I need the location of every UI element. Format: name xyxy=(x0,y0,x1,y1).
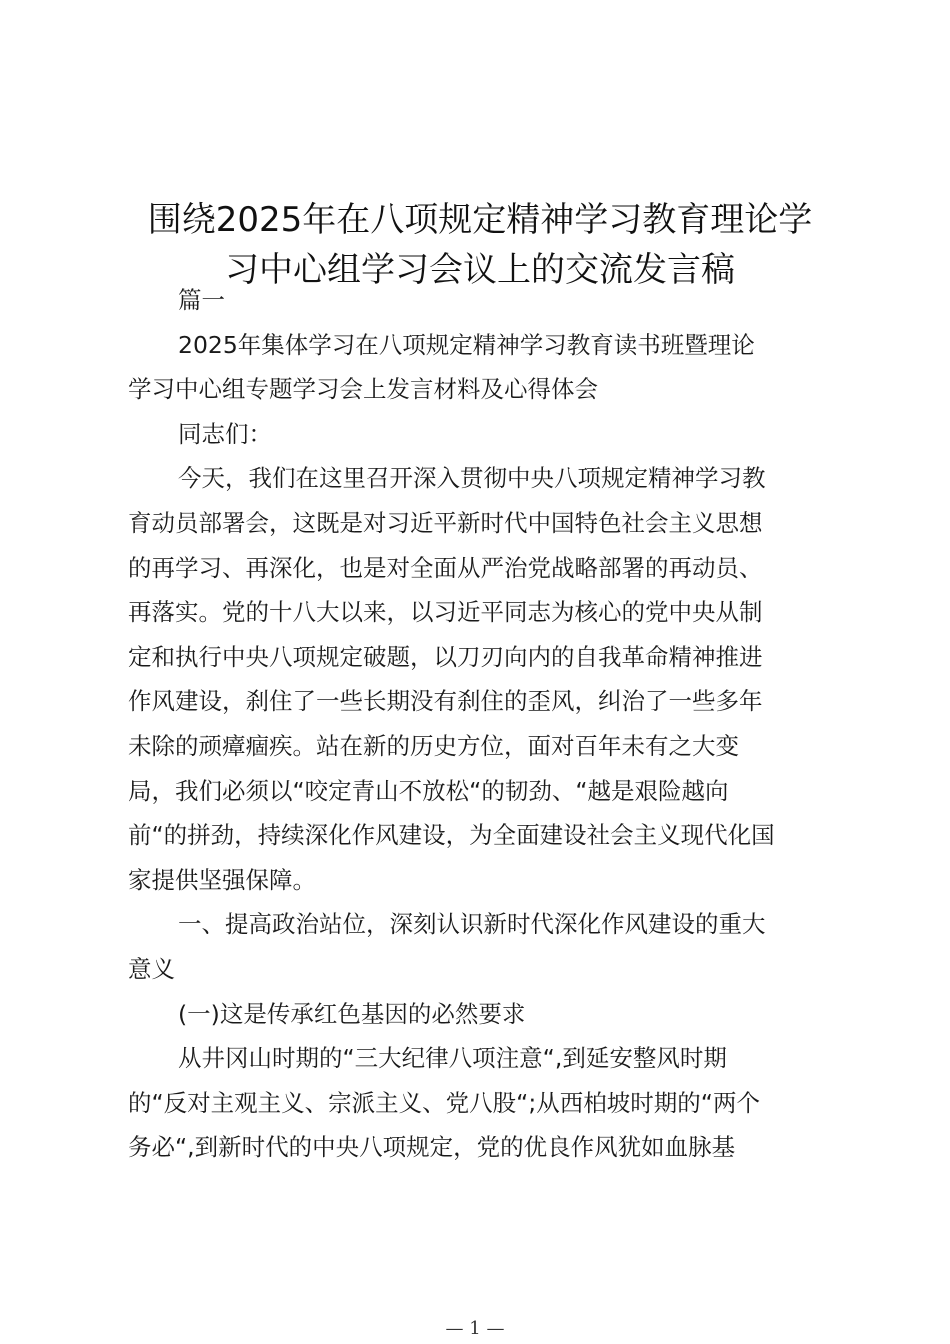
text-line: 从井冈山时期的“三大纪律八项注意“,到延安整风时期 xyxy=(178,1044,727,1073)
text-line: 一、提高政治站位，深刻认识新时代深化作风建设的重大 xyxy=(178,910,766,939)
text-line: 前“的拼劲，持续深化作风建设，为全面建设社会主义现代化国 xyxy=(128,821,775,850)
text-line: 局，我们必须以“咬定青山不放松“的韧劲、“越是艰险越向 xyxy=(128,776,729,805)
text-line: 学习中心组专题学习会上发言材料及心得体会 xyxy=(128,375,598,404)
text-line: (一)这是传承红色基因的必然要求 xyxy=(178,999,526,1028)
text-line: 定和执行中央八项规定破题，以刀刃向内的自我革命精神推进 xyxy=(128,642,763,671)
text-line: 意义 xyxy=(128,954,175,983)
title-line-2: 习中心组学习会议上的交流发言稿 xyxy=(225,249,735,290)
page-number: — 1 — xyxy=(445,1318,505,1339)
text-line: 务必“,到新时代的中央八项规定，党的优良作风犹如血脉基 xyxy=(128,1133,736,1162)
text-line: 2025年集体学习在八项规定精神学习教育读书班暨理论 xyxy=(178,330,755,359)
text-line: 家提供坚强保障。 xyxy=(128,865,316,894)
text-line: 育动员部署会，这既是对习近平新时代中国特色社会主义思想 xyxy=(128,508,763,537)
text-line: 再落实。党的十八大以来，以习近平同志为核心的党中央从制 xyxy=(128,598,763,627)
text-line: 未除的顽瘴痼疾。站在新的历史方位，面对百年未有之大变 xyxy=(128,731,739,760)
text-line: 的“反对主观主义、宗派主义、党八股“;从西柏坡时期的“两个 xyxy=(128,1088,760,1117)
title-line-1: 围绕2025年在八项规定精神学习教育理论学 xyxy=(147,199,813,240)
text-line: 篇一 xyxy=(178,286,225,314)
text-line: 作风建设，刹住了一些长期没有刹住的歪风，纠治了一些多年 xyxy=(128,687,763,716)
text-line: 同志们： xyxy=(178,419,272,448)
text-line: 的再学习、再深化，也是对全面从严治党战略部署的再动员、 xyxy=(128,553,763,582)
document-body xyxy=(128,278,833,1170)
text-line: 今天，我们在这里召开深入贯彻中央八项规定精神学习教 xyxy=(178,464,766,493)
